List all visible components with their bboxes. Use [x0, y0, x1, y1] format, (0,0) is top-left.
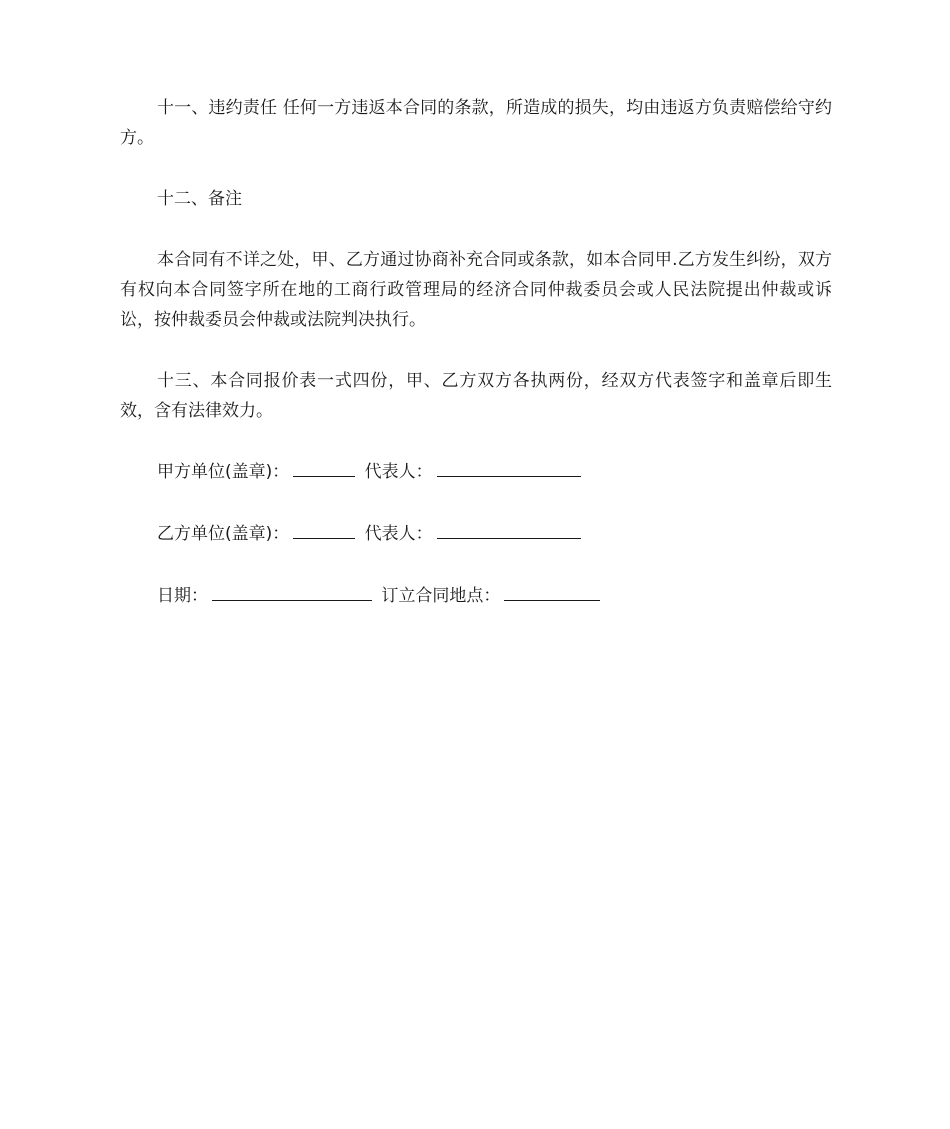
- party-b-unit-blank[interactable]: [293, 520, 355, 539]
- date-location-line: [120, 581, 832, 611]
- party-a-signature-line: [120, 457, 832, 487]
- clause-11-breach-liability: 十一、违约责任 任何一方违返本合同的条款，所造成的损失，均由违返方负责赔偿给守约方。: [120, 98, 832, 148]
- party-b-signature-line: [120, 519, 832, 549]
- date-label: 日期：: [157, 586, 208, 606]
- clause-12-heading: 十二、备注: [157, 189, 242, 209]
- party-a-unit-blank[interactable]: [293, 458, 355, 477]
- party-b-rep-label: 代表人：: [364, 524, 433, 544]
- party-b-unit-label: 乙方单位(盖章)：: [157, 524, 290, 544]
- party-a-rep-blank[interactable]: [437, 458, 581, 477]
- clause-12-remarks-body: 本合同有不详之处，甲、乙方通过协商补充合同或条款，如本合同甲.乙方发生纠纷，双方有权向本合同签字所在地的工商行政管理局的经济合同仲裁委员会或人民法院提出仲裁或诉讼，按仲裁委员会仲裁或法院判决执行。: [120, 250, 832, 330]
- party-b-rep-blank[interactable]: [437, 520, 581, 539]
- location-label: 订立合同地点：: [381, 586, 501, 606]
- date-blank[interactable]: [212, 582, 372, 601]
- document-body: [120, 93, 832, 643]
- location-blank[interactable]: [504, 582, 600, 601]
- party-a-rep-label: 代表人：: [364, 462, 433, 482]
- clause-13-copies: 十三、本合同报价表一式四份，甲、乙方双方各执两份，经双方代表签字和盖章后即生效，含有法律效力。: [120, 371, 832, 421]
- party-a-unit-label: 甲方单位(盖章)：: [157, 462, 290, 482]
